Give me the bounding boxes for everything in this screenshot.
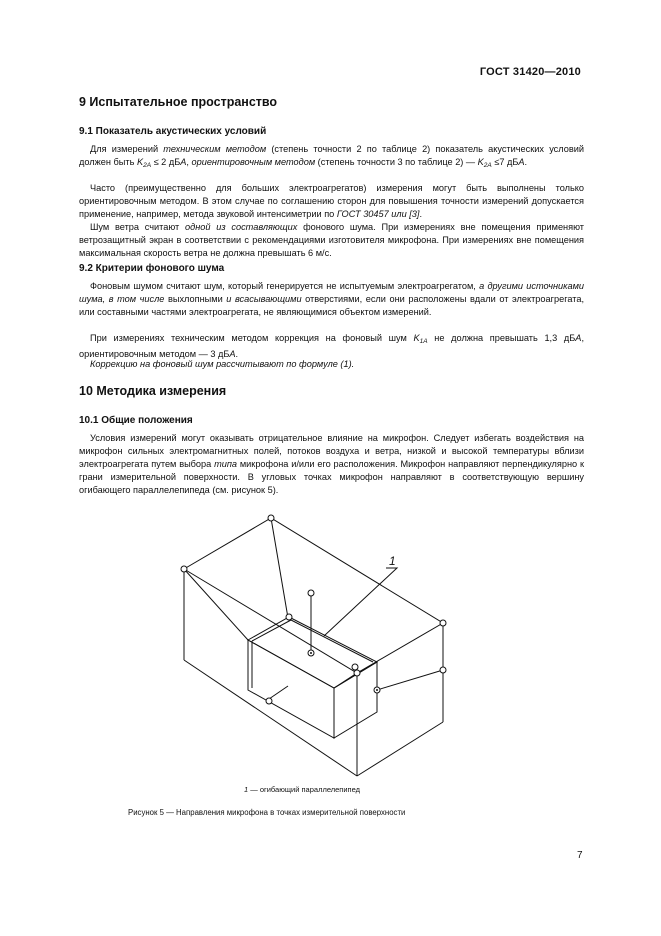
mic-point-envelope-top	[268, 515, 274, 521]
paragraph-10-1: Условия измерений могут оказывать отрицательное влияние на микрофон. Следует избегать воздействия на микрофон сильных электромагнитных полей, потоков воздуха и ветра, низкой и высокой температуры вблизи электроагрегата путем выбора типа микрофона и/или его расположения. Микрофон направляют перпендикулярно к грани измерительной поверхности. В угловых точках микрофон направляют в соответствующую вершину огибающего параллелепипеда (см. рисунок 5).	[79, 433, 584, 495]
section-10-title: 10 Методика измерения	[79, 384, 227, 398]
envelope-bottom-left	[184, 660, 357, 776]
figure-5-diagram	[170, 510, 470, 780]
mic-point-top-center	[308, 590, 314, 596]
paragraph-9-2-b: При измерениях техническим методом коррекция на фоновый шум $K_{1A}$ не должна превышать 1,3 дБА, ориентировочным методом — 3 дБА.	[79, 333, 584, 359]
mic-line-front-face	[269, 686, 288, 699]
figure-caption: Рисунок 5 — Направления микрофона в точках измерительной поверхности	[128, 808, 406, 817]
box-left-face	[248, 640, 334, 738]
page-number: 7	[577, 850, 583, 861]
envelope-bottom-right	[357, 722, 443, 776]
mic-dot-box-right	[376, 689, 378, 691]
mic-line-right-face	[377, 670, 443, 690]
section-9-2-title: 9.2 Критерии фонового шума	[79, 263, 225, 274]
mic-point-front-face	[266, 698, 272, 704]
mic-point-envelope-front	[354, 670, 360, 676]
mic-point-envelope-right-face	[440, 667, 446, 673]
mic-line-left-corner	[184, 569, 248, 640]
mic-point-envelope-right	[440, 620, 446, 626]
section-9-title: 9 Испытательное пространство	[79, 95, 278, 109]
paragraph-9-1-a: Для измерений техническим методом (степень точности 2 по таблице 2) показатель акустических условий должен быть $K_{2A} \le 2$ дБА, ориентировочным методом (степень точности 3 по таблице 2) — $K_{2A} \le 7$ дБА.	[79, 144, 584, 169]
envelope-top-edges	[184, 518, 443, 673]
paragraph-9-2-c: Коррекцию на фоновый шум рассчитывают по формуле (1).	[90, 359, 355, 369]
paragraph-9-1-c: Шум ветра считают одной из составляющих фонового шума. При измерениях вне помещения применяют ветрозащитный экран в соответствии с рекомендациями изготовителя микрофона. При измерениях вне помещения максимальная скорость ветра не должна превышать 6 м/с.	[79, 222, 584, 258]
paragraph-9-1-b: Часто (преимущественно для больших электроагрегатов) измерения могут быть выполнены только ориентировочным методом. В этом случае по соглашению сторон для повышения точности измерений допускается применение, например, метода звуковой интенсиметрии по ГОСТ 30457 или [3].	[79, 183, 584, 219]
mic-line-top-corner	[271, 518, 288, 618]
mic-line-front-corner	[334, 673, 357, 688]
leader-line-1	[324, 568, 397, 636]
standard-header: ГОСТ 31420—2010	[479, 66, 581, 78]
mic-point-box-corner	[352, 664, 358, 670]
mic-point-box-top	[286, 614, 292, 620]
section-10-1-title: 10.1 Общие положения	[79, 415, 193, 426]
section-9-1-title: 9.1 Показатель акустических условий	[79, 126, 267, 137]
figure-legend: 1 — огибающий параллелепипед	[244, 785, 360, 794]
paragraph-9-2-a: Фоновым шумом считают шум, который генерируется не испытуемым электроагрегатом, а другими источниками шума, в том числе выхлопными и всасывающими отверстиями, если они расположены вдали от электроагрегата, или составными частями электроагрегата, не являющимися объектом измерений.	[79, 281, 585, 317]
figure-marker-1: 1	[389, 554, 396, 568]
mic-point-envelope-left	[181, 566, 187, 572]
mic-dot-box-center	[310, 652, 312, 654]
